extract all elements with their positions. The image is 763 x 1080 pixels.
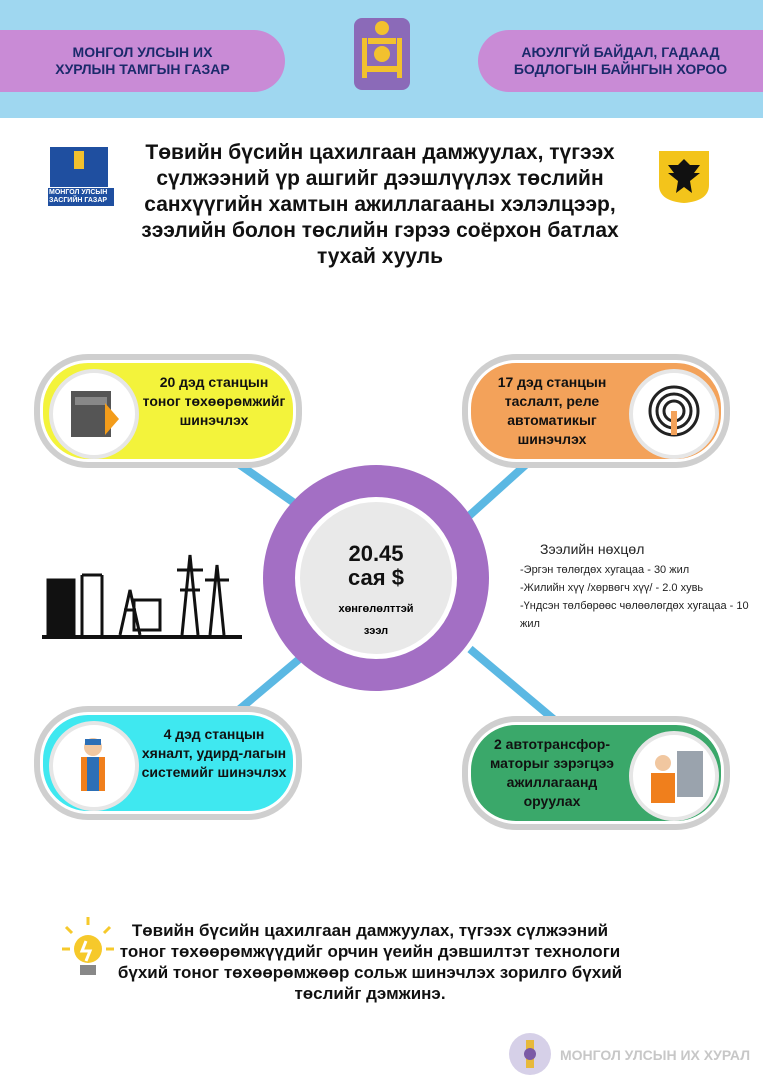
right-header-text: АЮУЛГҮЙ БАЙДАЛ, ГАДААД БОДЛОГЫН БАЙНГЫН ХОРОО	[513, 44, 728, 77]
logo-caption: МОНГОЛ УЛСЫН ЗАСГИЙН ГАЗАР	[48, 188, 114, 206]
loan-unit: сая $	[348, 565, 404, 590]
loan-summary	[295, 497, 457, 659]
equipment-icon	[49, 369, 139, 459]
loan-term-item: -Жилийн хүү /хөрвөгч хүү/ - 2.0 хувь	[520, 582, 704, 594]
loan-term-item: -Эргэн төлөгдөх хугацаа - 30 жил	[520, 564, 690, 576]
left-header-label	[0, 30, 285, 92]
connector-line	[467, 646, 564, 729]
loan-term-item: -Үндсэн төлбөрөөс чөлөөлөгдөх хугацаа - 10 жил	[520, 600, 749, 630]
flag-icon	[50, 147, 108, 187]
fingerprint-icon	[629, 369, 719, 459]
watermark-text: МОНГОЛ УЛСЫН ИХ ХУРАЛ	[560, 1047, 751, 1063]
card-text: 17 дэд станцын таслалт, реле автоматикыг шинэчлэх	[497, 374, 607, 447]
lightbulb-icon	[60, 915, 116, 981]
card-text: 2 автотрансфор-маторыг зэрэгцээ ажиллагаанд оруулах	[489, 736, 615, 809]
right-header-label	[478, 30, 763, 92]
card-cyan	[40, 712, 296, 814]
soyombo-icon	[350, 10, 414, 94]
card-text: 20 дэд станцын тоног төхөөрөмжийг шинэчлэх	[142, 374, 286, 428]
loan-terms-title: Зээлийн нөхцөл	[540, 541, 645, 557]
card-yellow	[40, 360, 296, 462]
eagle-icon	[655, 147, 713, 205]
loan-description: хөнгөлөлттэй зээл	[338, 603, 414, 637]
worker-icon	[49, 721, 139, 811]
header-band	[0, 0, 763, 118]
power-line-icon	[42, 540, 242, 640]
loan-terms	[520, 540, 755, 633]
card-green	[468, 722, 724, 824]
footer-text: Төвийн бүсийн цахилгаан дамжуулах, түгээх сүлжээний тоног төхөөрөмжүүдийг орчин үеийн дэвшилтэт технологи бүхий тоног төхөөрөмжөөр сольж шинэчлэх зорилго бүхий төслийг дэмжинэ.	[117, 921, 623, 1003]
card-orange	[468, 360, 724, 462]
loan-amount: 20.45	[348, 541, 404, 566]
technician-icon	[629, 731, 719, 821]
left-header-text: МОНГОЛ УЛСЫН ИХ ХУРЛЫН ТАМГЫН ГАЗАР	[55, 44, 230, 77]
page-title: Төвийн бүсийн цахилгаан дамжуулах, түгээх сүлжээний үр ашгийг дээшлүүлэх төслийн санхүүгийн хамтын ажиллагааны хэлэлцээр, зээлийн болон төслийн гэрээ соёрхон батлах тухай хууль	[141, 141, 619, 268]
soyombo-icon	[508, 1032, 552, 1076]
card-text: 4 дэд станцын хяналт, удирд-лагын системийг шинэчлэх	[141, 726, 287, 780]
